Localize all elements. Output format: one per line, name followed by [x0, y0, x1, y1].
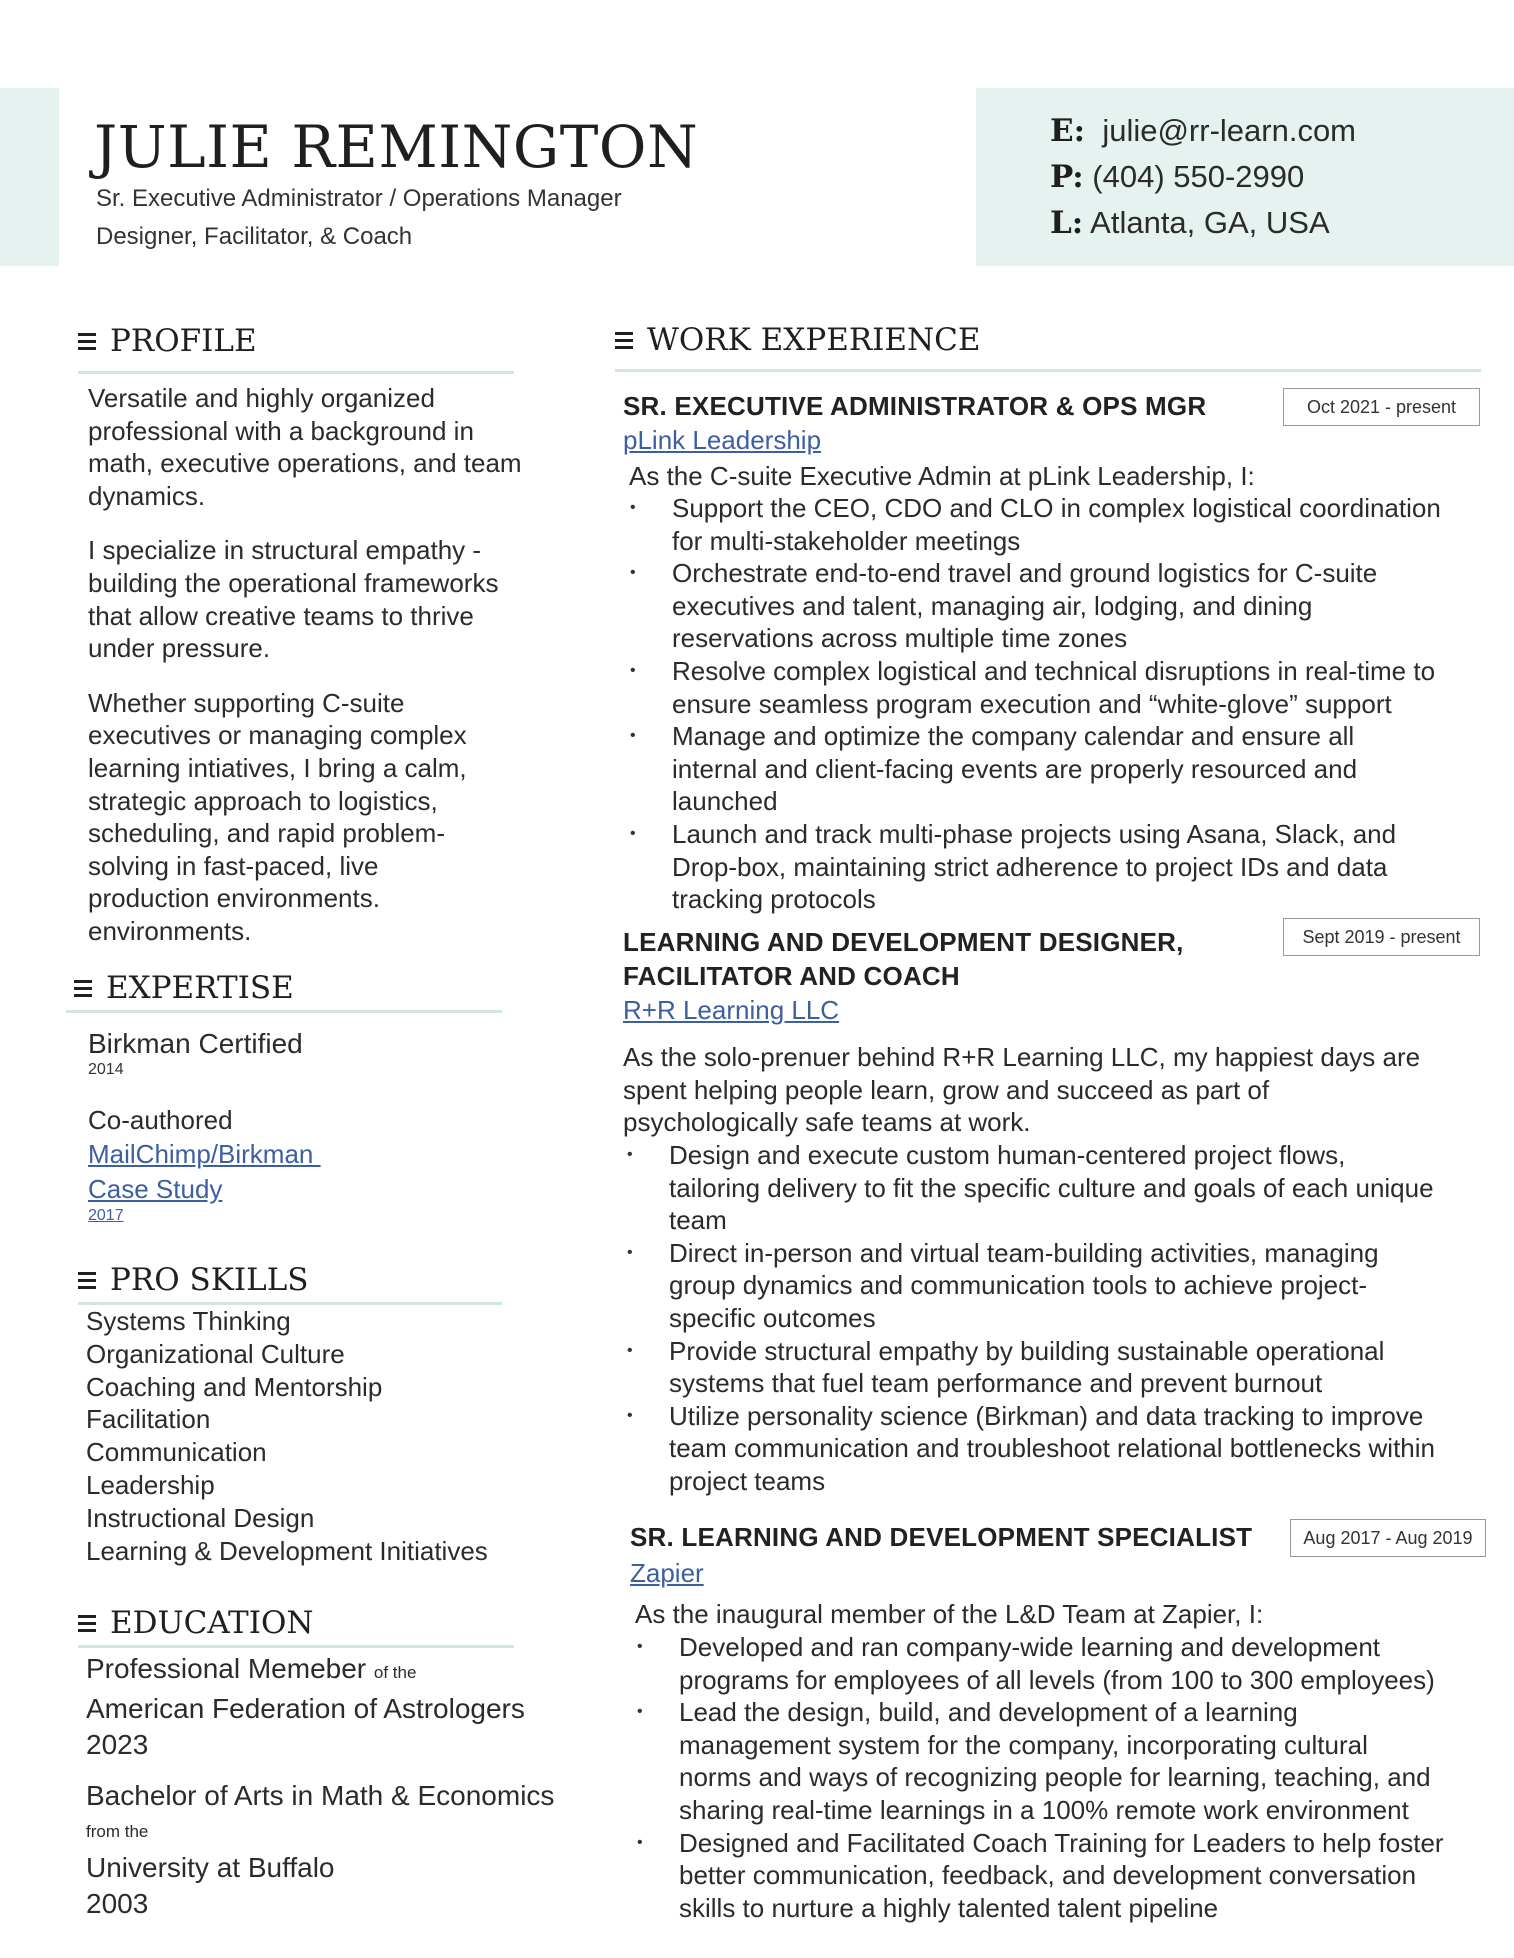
job-title: SR. LEARNING AND DEVELOPMENT SPECIALIST	[630, 1522, 1253, 1552]
job-bullets	[623, 1139, 1443, 1498]
profile-heading	[78, 323, 257, 359]
profile-heading-text: PROFILE	[110, 323, 257, 359]
job-dates: Sept 2019 - present	[1283, 918, 1480, 956]
education-org: University at Buffalo	[86, 1852, 335, 1883]
email-value[interactable]: julie@rr-learn.com	[1102, 113, 1357, 148]
profile-paragraph: Whether supporting C-suite executives or managing complex learning intiatives, I bring a calm, strategic approach to logistics, scheduling, and rapid problem-solving in fast-paced, live production environments. environments.	[88, 687, 467, 946]
case-study-link-line2[interactable]: Case Study	[88, 1174, 223, 1204]
education-title: Bachelor of Arts in Math & Economics	[86, 1780, 555, 1811]
skills-list	[86, 1305, 488, 1567]
expertise-heading	[74, 970, 294, 1006]
skills-heading	[78, 1262, 309, 1298]
education-title: Professional Memeber	[86, 1653, 367, 1684]
education-heading	[78, 1605, 313, 1641]
profile-paragraph: Versatile and highly organized professional with a background in math, executive operations, and team dynamics.	[88, 383, 522, 511]
job-intro: As the inaugural member of the L&D Team at Zapier, I:	[635, 1599, 1264, 1629]
bullet-item: • Direct in-person and virtual team-building activities, managing group dynamics and communication tools to achieve project-specific outcomes	[623, 1237, 1443, 1335]
bullet-item: • Developed and ran company-wide learning and development programs for employees of all levels (from 100 to 300 employees)	[633, 1631, 1445, 1696]
header-band-left	[0, 88, 59, 266]
job-bullets	[633, 1631, 1445, 1924]
job-intro: As the C-suite Executive Admin at pLink Leadership, I:	[629, 461, 1255, 491]
bullet-item: • Designed and Facilitated Coach Training for Leaders to help foster better communication, feedback, and development conversation skills to nurture a highly talented talent pipeline	[633, 1827, 1445, 1925]
menu-lines-icon	[74, 976, 92, 1001]
menu-lines-icon	[78, 329, 96, 354]
bullet-item: • Resolve complex logistical and technical disruptions in real-time to ensure seamless program execution and “white-glove” support	[626, 655, 1446, 720]
job-title-line2: FACILITATOR AND COACH	[623, 961, 960, 991]
contact-phone	[1050, 154, 1356, 200]
location-label: L:	[1050, 205, 1084, 241]
job-dates: Aug 2017 - Aug 2019	[1290, 1519, 1486, 1557]
bullet-item: • Launch and track multi-phase projects using Asana, Slack, and Drop-box, maintaining strict adherence to project IDs and data tracking protocols	[626, 818, 1446, 916]
expertise-rule	[66, 1010, 502, 1013]
job-title	[623, 925, 1184, 993]
expertise-heading-text: EXPERTISE	[106, 970, 294, 1006]
education-year: 2003	[86, 1888, 149, 1919]
skill-item: Learning & Development Initiatives	[86, 1535, 488, 1566]
job-title: SR. EXECUTIVE ADMINISTRATOR & OPS MGR	[623, 391, 1207, 421]
menu-lines-icon	[615, 328, 633, 353]
education-rule	[78, 1645, 514, 1648]
expertise-title: Birkman Certified	[88, 1028, 303, 1059]
education-entry-astrologers	[86, 1651, 525, 1763]
skill-item: Communication	[86, 1437, 267, 1468]
profile-paragraph: I specialize in structural empathy - building the operational frameworks that allow creative teams to thrive under pressure.	[88, 535, 499, 664]
candidate-subtitle-1: Sr. Executive Administrator / Operations Manager	[96, 185, 622, 212]
contact-location	[1050, 200, 1356, 246]
case-study-link-line1[interactable]: MailChimp/Birkman	[88, 1139, 321, 1169]
education-heading-text: EDUCATION	[110, 1605, 314, 1641]
job-dates: Oct 2021 - present	[1283, 388, 1480, 426]
profile-text	[88, 382, 528, 970]
bullet-item: • Lead the design, build, and development of a learning management system for the company, incorporating cultural norms and ways of recognizing people for learning, teaching, and sharing real-time learnings in a 100% remote work environment	[633, 1696, 1445, 1826]
expertise-year: 2014	[88, 1061, 124, 1078]
skill-item: Systems Thinking	[86, 1306, 291, 1336]
candidate-subtitle-2: Designer, Facilitator, & Coach	[96, 223, 413, 250]
bullet-item: • Utilize personality science (Birkman) and data tracking to improve team communication and troubleshoot relational bottlenecks within project teams	[623, 1400, 1443, 1498]
skills-heading-text: PRO SKILLS	[110, 1262, 309, 1298]
skill-item: Instructional Design	[86, 1502, 315, 1533]
company-link[interactable]: R+R Learning LLC	[623, 995, 840, 1025]
job-intro: As the solo-prenuer behind R+R Learning LLC, my happiest days are spent helping people learn, grow and succeed as part of psychologically safe teams at work.	[623, 1042, 1421, 1138]
expertise-item-birkman	[88, 1027, 303, 1079]
expertise-title: Co-authored	[88, 1105, 233, 1135]
bullet-item: • Provide structural empathy by building sustainable operational systems that fuel team performance and prevent burnout	[623, 1335, 1443, 1400]
email-label: E:	[1050, 113, 1086, 149]
company-link[interactable]: pLink Leadership	[623, 425, 822, 455]
bullet-item: • Support the CEO, CDO and CLO in complex logistical coordination for multi-stakeholder meetings	[626, 492, 1446, 557]
education-connector: from the	[86, 1822, 149, 1841]
job-title-line1: LEARNING AND DEVELOPMENT DESIGNER,	[623, 927, 1184, 957]
work-heading	[615, 322, 981, 358]
bullet-item: • Manage and optimize the company calendar and ensure all internal and client-facing events are properly resourced and launched	[626, 720, 1446, 818]
contact-block	[1050, 108, 1356, 246]
bullet-item: • Orchestrate end-to-end travel and ground logistics for C-suite executives and talent, managing air, lodging, and dining reservations across multiple time zones	[626, 557, 1446, 655]
contact-email	[1050, 108, 1356, 154]
work-rule	[615, 369, 1481, 372]
skill-item: Coaching and Mentorship	[86, 1371, 383, 1402]
phone-label: P:	[1050, 159, 1084, 195]
skill-item: Organizational Culture	[86, 1338, 345, 1369]
education-entry-buffalo	[86, 1778, 554, 1922]
case-study-link[interactable]	[88, 1137, 321, 1207]
bullet-item: • Design and execute custom human-centered project flows, tailoring delivery to fit the specific culture and goals of each unique team	[623, 1139, 1443, 1237]
menu-lines-icon	[78, 1268, 96, 1293]
skill-item: Facilitation	[86, 1404, 211, 1435]
education-year: 2023	[86, 1729, 149, 1760]
skill-item: Leadership	[86, 1469, 215, 1500]
expertise-year-link[interactable]: 2017	[88, 1207, 124, 1224]
candidate-name: JULIE REMINGTON	[94, 113, 699, 181]
work-heading-text: WORK EXPERIENCE	[647, 322, 981, 358]
company-link[interactable]: Zapier	[630, 1558, 704, 1588]
phone-value: (404) 550-2990	[1092, 159, 1305, 194]
job-bullets	[626, 492, 1446, 916]
location-value: Atlanta, GA, USA	[1090, 205, 1330, 240]
education-connector: of the	[373, 1663, 417, 1682]
education-org: American Federation of Astrologers	[86, 1693, 525, 1724]
menu-lines-icon	[78, 1611, 96, 1636]
profile-rule	[78, 371, 514, 374]
expertise-item-casestudy	[88, 1103, 321, 1225]
education-line	[86, 1651, 525, 1691]
